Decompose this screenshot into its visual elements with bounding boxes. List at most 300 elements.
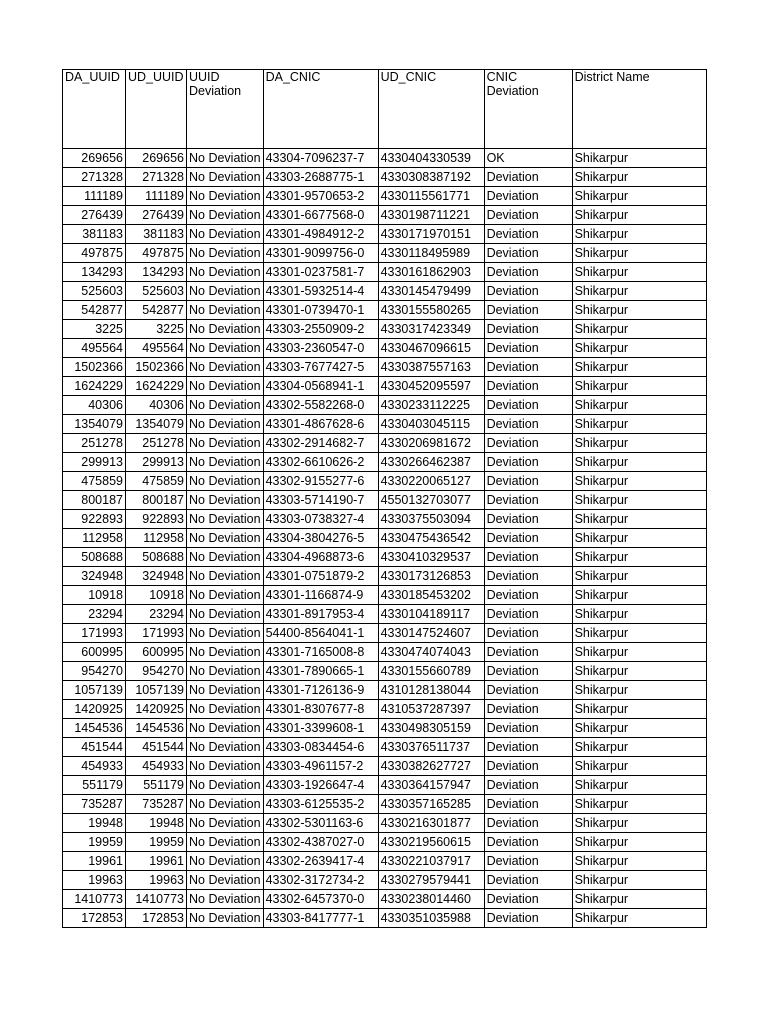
cell-district-name: Shikarpur — [572, 282, 706, 301]
cell-district-name: Shikarpur — [572, 434, 706, 453]
cell-uuid-deviation: No Deviation — [187, 168, 264, 187]
cell-district-name: Shikarpur — [572, 358, 706, 377]
cell-da-uuid: 19961 — [63, 852, 126, 871]
cell-da-cnic: 43301-8917953-4 — [263, 605, 378, 624]
cell-ud-uuid: 954270 — [126, 662, 187, 681]
cell-ud-cnic: 4330474074043 — [378, 643, 484, 662]
table-row — [63, 282, 707, 301]
cell-uuid-deviation: No Deviation — [187, 700, 264, 719]
cell-ud-cnic: 4330155660789 — [378, 662, 484, 681]
cell-ud-uuid: 1420925 — [126, 700, 187, 719]
cell-cnic-deviation: Deviation — [484, 510, 572, 529]
cell-uuid-deviation: No Deviation — [187, 377, 264, 396]
cell-cnic-deviation: OK — [484, 149, 572, 168]
cell-da-cnic: 43303-8417777-1 — [263, 909, 378, 928]
cell-ud-uuid: 111189 — [126, 187, 187, 206]
cell-da-cnic: 43302-3172734-2 — [263, 871, 378, 890]
cell-cnic-deviation: Deviation — [484, 814, 572, 833]
table-row — [63, 396, 707, 415]
cell-ud-cnic: 4330220065127 — [378, 472, 484, 491]
cell-ud-uuid: 172853 — [126, 909, 187, 928]
cell-da-cnic: 43302-5301163-6 — [263, 814, 378, 833]
cell-ud-uuid: 19948 — [126, 814, 187, 833]
cell-cnic-deviation: Deviation — [484, 719, 572, 738]
cell-district-name: Shikarpur — [572, 719, 706, 738]
cell-da-cnic: 43302-9155277-6 — [263, 472, 378, 491]
cell-uuid-deviation: No Deviation — [187, 757, 264, 776]
table-row — [63, 586, 707, 605]
cell-district-name: Shikarpur — [572, 149, 706, 168]
cell-da-cnic: 43301-7165008-8 — [263, 643, 378, 662]
cell-ud-uuid: 922893 — [126, 510, 187, 529]
cell-district-name: Shikarpur — [572, 795, 706, 814]
cell-ud-uuid: 495564 — [126, 339, 187, 358]
cell-cnic-deviation: Deviation — [484, 339, 572, 358]
cell-district-name: Shikarpur — [572, 301, 706, 320]
cell-district-name: Shikarpur — [572, 320, 706, 339]
cell-district-name: Shikarpur — [572, 643, 706, 662]
cell-da-uuid: 19948 — [63, 814, 126, 833]
cell-ud-cnic: 4330387557163 — [378, 358, 484, 377]
cell-uuid-deviation: No Deviation — [187, 852, 264, 871]
table-row — [63, 833, 707, 852]
cell-cnic-deviation: Deviation — [484, 282, 572, 301]
cell-cnic-deviation: Deviation — [484, 605, 572, 624]
cell-ud-cnic: 4330155580265 — [378, 301, 484, 320]
table-row — [63, 206, 707, 225]
table-row — [63, 491, 707, 510]
cell-uuid-deviation: No Deviation — [187, 301, 264, 320]
cell-ud-uuid: 1502366 — [126, 358, 187, 377]
cell-ud-cnic: 4330198711221 — [378, 206, 484, 225]
cell-ud-cnic: 4330467096615 — [378, 339, 484, 358]
cell-da-cnic: 43301-5932514-4 — [263, 282, 378, 301]
cell-ud-cnic: 4330498305159 — [378, 719, 484, 738]
cell-da-cnic: 43303-5714190-7 — [263, 491, 378, 510]
cell-cnic-deviation: Deviation — [484, 225, 572, 244]
cell-uuid-deviation: No Deviation — [187, 529, 264, 548]
cell-da-uuid: 497875 — [63, 244, 126, 263]
cell-cnic-deviation: Deviation — [484, 871, 572, 890]
cell-da-uuid: 551179 — [63, 776, 126, 795]
cell-ud-cnic: 4330233112225 — [378, 396, 484, 415]
cell-da-cnic: 43302-6457370-0 — [263, 890, 378, 909]
cell-da-uuid: 324948 — [63, 567, 126, 586]
table-row — [63, 377, 707, 396]
cell-da-uuid: 171993 — [63, 624, 126, 643]
cell-ud-uuid: 19963 — [126, 871, 187, 890]
cell-ud-cnic: 4330206981672 — [378, 434, 484, 453]
cell-ud-cnic: 4330351035988 — [378, 909, 484, 928]
cell-da-cnic: 43304-0568941-1 — [263, 377, 378, 396]
cell-da-uuid: 10918 — [63, 586, 126, 605]
cell-da-uuid: 454933 — [63, 757, 126, 776]
cell-da-cnic: 43302-4387027-0 — [263, 833, 378, 852]
cell-uuid-deviation: No Deviation — [187, 567, 264, 586]
cell-da-uuid: 111189 — [63, 187, 126, 206]
table-row — [63, 871, 707, 890]
cell-da-cnic: 43304-7096237-7 — [263, 149, 378, 168]
cell-da-uuid: 23294 — [63, 605, 126, 624]
cell-ud-cnic: 4330452095597 — [378, 377, 484, 396]
cell-uuid-deviation: No Deviation — [187, 358, 264, 377]
cell-uuid-deviation: No Deviation — [187, 472, 264, 491]
cell-ud-uuid: 525603 — [126, 282, 187, 301]
cell-da-uuid: 112958 — [63, 529, 126, 548]
cell-ud-uuid: 23294 — [126, 605, 187, 624]
cell-ud-cnic: 4330475436542 — [378, 529, 484, 548]
table-row — [63, 548, 707, 567]
cell-uuid-deviation: No Deviation — [187, 282, 264, 301]
cell-district-name: Shikarpur — [572, 529, 706, 548]
data-table — [62, 69, 707, 928]
cell-cnic-deviation: Deviation — [484, 700, 572, 719]
cell-ud-uuid: 1354079 — [126, 415, 187, 434]
cell-uuid-deviation: No Deviation — [187, 890, 264, 909]
cell-ud-uuid: 19961 — [126, 852, 187, 871]
cell-cnic-deviation: Deviation — [484, 795, 572, 814]
cell-ud-uuid: 171993 — [126, 624, 187, 643]
cell-ud-cnic: 4330375503094 — [378, 510, 484, 529]
cell-ud-uuid: 324948 — [126, 567, 187, 586]
cell-district-name: Shikarpur — [572, 871, 706, 890]
cell-district-name: Shikarpur — [572, 510, 706, 529]
table-row — [63, 719, 707, 738]
table-row — [63, 890, 707, 909]
cell-uuid-deviation: No Deviation — [187, 434, 264, 453]
cell-ud-cnic: 4330410329537 — [378, 548, 484, 567]
cell-da-cnic: 43303-0738327-4 — [263, 510, 378, 529]
cell-district-name: Shikarpur — [572, 662, 706, 681]
table-row — [63, 225, 707, 244]
cell-ud-cnic: 4330357165285 — [378, 795, 484, 814]
table-row — [63, 301, 707, 320]
cell-district-name: Shikarpur — [572, 567, 706, 586]
cell-da-uuid: 1454536 — [63, 719, 126, 738]
cell-ud-cnic: 4330221037917 — [378, 852, 484, 871]
cell-uuid-deviation: No Deviation — [187, 225, 264, 244]
cell-da-cnic: 43301-3399608-1 — [263, 719, 378, 738]
cell-da-cnic: 43301-4867628-6 — [263, 415, 378, 434]
cell-ud-cnic: 4330238014460 — [378, 890, 484, 909]
cell-ud-uuid: 600995 — [126, 643, 187, 662]
table-row — [63, 453, 707, 472]
cell-da-uuid: 251278 — [63, 434, 126, 453]
cell-ud-uuid: 451544 — [126, 738, 187, 757]
cell-district-name: Shikarpur — [572, 757, 706, 776]
table-row — [63, 244, 707, 263]
cell-cnic-deviation: Deviation — [484, 396, 572, 415]
cell-uuid-deviation: No Deviation — [187, 662, 264, 681]
cell-district-name: Shikarpur — [572, 624, 706, 643]
cell-district-name: Shikarpur — [572, 700, 706, 719]
cell-district-name: Shikarpur — [572, 168, 706, 187]
cell-da-uuid: 475859 — [63, 472, 126, 491]
cell-uuid-deviation: No Deviation — [187, 396, 264, 415]
cell-ud-uuid: 299913 — [126, 453, 187, 472]
cell-da-uuid: 1057139 — [63, 681, 126, 700]
cell-uuid-deviation: No Deviation — [187, 149, 264, 168]
cell-da-uuid: 299913 — [63, 453, 126, 472]
cell-uuid-deviation: No Deviation — [187, 339, 264, 358]
header-cnic-deviation: CNIC Deviation — [484, 70, 572, 149]
cell-ud-uuid: 40306 — [126, 396, 187, 415]
cell-cnic-deviation: Deviation — [484, 187, 572, 206]
cell-ud-uuid: 551179 — [126, 776, 187, 795]
cell-da-uuid: 381183 — [63, 225, 126, 244]
cell-ud-cnic: 4330382627727 — [378, 757, 484, 776]
cell-da-cnic: 43302-2914682-7 — [263, 434, 378, 453]
cell-ud-uuid: 251278 — [126, 434, 187, 453]
cell-uuid-deviation: No Deviation — [187, 719, 264, 738]
cell-ud-cnic: 4330317423349 — [378, 320, 484, 339]
cell-ud-cnic: 4330161862903 — [378, 263, 484, 282]
header-da-uuid: DA_UUID — [63, 70, 126, 149]
table-row — [63, 738, 707, 757]
cell-ud-uuid: 381183 — [126, 225, 187, 244]
cell-da-uuid: 735287 — [63, 795, 126, 814]
cell-cnic-deviation: Deviation — [484, 776, 572, 795]
cell-da-uuid: 19963 — [63, 871, 126, 890]
cell-da-cnic: 43301-0739470-1 — [263, 301, 378, 320]
cell-ud-cnic: 4330173126853 — [378, 567, 484, 586]
cell-ud-cnic: 4330171970151 — [378, 225, 484, 244]
table-row — [63, 852, 707, 871]
table-row — [63, 909, 707, 928]
table-body — [63, 149, 707, 928]
cell-cnic-deviation: Deviation — [484, 301, 572, 320]
cell-da-uuid: 269656 — [63, 149, 126, 168]
cell-ud-cnic: 4330403045115 — [378, 415, 484, 434]
cell-da-cnic: 43302-6610626-2 — [263, 453, 378, 472]
table-row — [63, 187, 707, 206]
cell-ud-uuid: 1624229 — [126, 377, 187, 396]
cell-da-cnic: 43301-8307677-8 — [263, 700, 378, 719]
cell-ud-uuid: 276439 — [126, 206, 187, 225]
table-row — [63, 168, 707, 187]
cell-district-name: Shikarpur — [572, 890, 706, 909]
cell-uuid-deviation: No Deviation — [187, 833, 264, 852]
cell-da-uuid: 1502366 — [63, 358, 126, 377]
table-row — [63, 643, 707, 662]
cell-uuid-deviation: No Deviation — [187, 681, 264, 700]
table-row — [63, 757, 707, 776]
cell-ud-uuid: 508688 — [126, 548, 187, 567]
cell-district-name: Shikarpur — [572, 225, 706, 244]
cell-ud-cnic: 4330118495989 — [378, 244, 484, 263]
cell-da-cnic: 43303-0834454-6 — [263, 738, 378, 757]
cell-district-name: Shikarpur — [572, 472, 706, 491]
cell-cnic-deviation: Deviation — [484, 453, 572, 472]
table-row — [63, 795, 707, 814]
cell-district-name: Shikarpur — [572, 339, 706, 358]
cell-ud-cnic: 4310537287397 — [378, 700, 484, 719]
cell-ud-uuid: 542877 — [126, 301, 187, 320]
cell-uuid-deviation: No Deviation — [187, 814, 264, 833]
cell-cnic-deviation: Deviation — [484, 643, 572, 662]
cell-ud-uuid: 1057139 — [126, 681, 187, 700]
cell-da-uuid: 495564 — [63, 339, 126, 358]
cell-cnic-deviation: Deviation — [484, 567, 572, 586]
cell-district-name: Shikarpur — [572, 586, 706, 605]
table-row — [63, 510, 707, 529]
cell-cnic-deviation: Deviation — [484, 358, 572, 377]
cell-da-cnic: 43301-0237581-7 — [263, 263, 378, 282]
header-da-cnic: DA_CNIC — [263, 70, 378, 149]
cell-da-uuid: 1354079 — [63, 415, 126, 434]
cell-ud-uuid: 454933 — [126, 757, 187, 776]
cell-district-name: Shikarpur — [572, 548, 706, 567]
cell-da-cnic: 54400-8564041-1 — [263, 624, 378, 643]
cell-uuid-deviation: No Deviation — [187, 605, 264, 624]
cell-cnic-deviation: Deviation — [484, 472, 572, 491]
cell-da-uuid: 19959 — [63, 833, 126, 852]
cell-ud-cnic: 4330147524607 — [378, 624, 484, 643]
cell-da-cnic: 43303-2688775-1 — [263, 168, 378, 187]
table-row — [63, 149, 707, 168]
cell-cnic-deviation: Deviation — [484, 529, 572, 548]
cell-cnic-deviation: Deviation — [484, 206, 572, 225]
cell-da-cnic: 43303-4961157-2 — [263, 757, 378, 776]
cell-cnic-deviation: Deviation — [484, 852, 572, 871]
cell-district-name: Shikarpur — [572, 491, 706, 510]
table-row — [63, 415, 707, 434]
cell-cnic-deviation: Deviation — [484, 548, 572, 567]
cell-cnic-deviation: Deviation — [484, 320, 572, 339]
cell-district-name: Shikarpur — [572, 909, 706, 928]
cell-cnic-deviation: Deviation — [484, 586, 572, 605]
cell-district-name: Shikarpur — [572, 776, 706, 795]
cell-cnic-deviation: Deviation — [484, 415, 572, 434]
header-district-name: District Name — [572, 70, 706, 149]
cell-da-uuid: 276439 — [63, 206, 126, 225]
cell-ud-cnic: 4330216301877 — [378, 814, 484, 833]
cell-cnic-deviation: Deviation — [484, 244, 572, 263]
cell-da-cnic: 43301-7890665-1 — [263, 662, 378, 681]
cell-da-cnic: 43304-3804276-5 — [263, 529, 378, 548]
cell-ud-uuid: 3225 — [126, 320, 187, 339]
cell-da-uuid: 3225 — [63, 320, 126, 339]
table-row — [63, 567, 707, 586]
cell-uuid-deviation: No Deviation — [187, 244, 264, 263]
cell-da-cnic: 43301-6677568-0 — [263, 206, 378, 225]
cell-district-name: Shikarpur — [572, 681, 706, 700]
cell-ud-cnic: 4330364157947 — [378, 776, 484, 795]
cell-ud-cnic: 4330279579441 — [378, 871, 484, 890]
cell-da-cnic: 43304-4968873-6 — [263, 548, 378, 567]
table-row — [63, 320, 707, 339]
cell-ud-uuid: 271328 — [126, 168, 187, 187]
cell-ud-uuid: 1454536 — [126, 719, 187, 738]
cell-district-name: Shikarpur — [572, 377, 706, 396]
table-row — [63, 662, 707, 681]
cell-ud-uuid: 269656 — [126, 149, 187, 168]
cell-ud-uuid: 134293 — [126, 263, 187, 282]
table-row — [63, 814, 707, 833]
cell-uuid-deviation: No Deviation — [187, 415, 264, 434]
cell-cnic-deviation: Deviation — [484, 263, 572, 282]
cell-da-cnic: 43302-5582268-0 — [263, 396, 378, 415]
cell-district-name: Shikarpur — [572, 738, 706, 757]
cell-uuid-deviation: No Deviation — [187, 909, 264, 928]
cell-ud-cnic: 4330404330539 — [378, 149, 484, 168]
cell-uuid-deviation: No Deviation — [187, 738, 264, 757]
cell-district-name: Shikarpur — [572, 244, 706, 263]
table-row — [63, 700, 707, 719]
cell-uuid-deviation: No Deviation — [187, 491, 264, 510]
cell-cnic-deviation: Deviation — [484, 662, 572, 681]
cell-cnic-deviation: Deviation — [484, 757, 572, 776]
table-row — [63, 529, 707, 548]
cell-da-cnic: 43301-9099756-0 — [263, 244, 378, 263]
cell-da-cnic: 43301-4984912-2 — [263, 225, 378, 244]
cell-uuid-deviation: No Deviation — [187, 187, 264, 206]
cell-ud-cnic: 4330266462387 — [378, 453, 484, 472]
cell-cnic-deviation: Deviation — [484, 624, 572, 643]
cell-da-uuid: 1420925 — [63, 700, 126, 719]
cell-da-cnic: 43301-1166874-9 — [263, 586, 378, 605]
cell-district-name: Shikarpur — [572, 415, 706, 434]
cell-uuid-deviation: No Deviation — [187, 548, 264, 567]
cell-ud-uuid: 1410773 — [126, 890, 187, 909]
cell-uuid-deviation: No Deviation — [187, 510, 264, 529]
cell-district-name: Shikarpur — [572, 396, 706, 415]
table-row — [63, 681, 707, 700]
header-ud-uuid: UD_UUID — [126, 70, 187, 149]
cell-da-uuid: 954270 — [63, 662, 126, 681]
cell-da-uuid: 1624229 — [63, 377, 126, 396]
cell-cnic-deviation: Deviation — [484, 491, 572, 510]
cell-da-uuid: 1410773 — [63, 890, 126, 909]
cell-uuid-deviation: No Deviation — [187, 624, 264, 643]
cell-da-uuid: 525603 — [63, 282, 126, 301]
cell-da-uuid: 134293 — [63, 263, 126, 282]
table-row — [63, 472, 707, 491]
cell-ud-uuid: 475859 — [126, 472, 187, 491]
cell-district-name: Shikarpur — [572, 263, 706, 282]
table-row — [63, 358, 707, 377]
cell-ud-cnic: 4330115561771 — [378, 187, 484, 206]
cell-ud-uuid: 800187 — [126, 491, 187, 510]
cell-cnic-deviation: Deviation — [484, 168, 572, 187]
cell-district-name: Shikarpur — [572, 187, 706, 206]
header-uuid-deviation: UUID Deviation — [187, 70, 264, 149]
cell-cnic-deviation: Deviation — [484, 377, 572, 396]
cell-cnic-deviation: Deviation — [484, 681, 572, 700]
cell-da-uuid: 451544 — [63, 738, 126, 757]
cell-cnic-deviation: Deviation — [484, 434, 572, 453]
cell-ud-uuid: 497875 — [126, 244, 187, 263]
cell-cnic-deviation: Deviation — [484, 909, 572, 928]
cell-district-name: Shikarpur — [572, 453, 706, 472]
cell-da-cnic: 43301-0751879-2 — [263, 567, 378, 586]
table-row — [63, 624, 707, 643]
cell-uuid-deviation: No Deviation — [187, 206, 264, 225]
cell-da-cnic: 43301-9570653-2 — [263, 187, 378, 206]
cell-da-cnic: 43303-1926647-4 — [263, 776, 378, 795]
cell-da-uuid: 271328 — [63, 168, 126, 187]
cell-ud-cnic: 4330308387192 — [378, 168, 484, 187]
cell-da-uuid: 542877 — [63, 301, 126, 320]
cell-da-cnic: 43303-2550909-2 — [263, 320, 378, 339]
cell-district-name: Shikarpur — [572, 605, 706, 624]
header-row — [63, 70, 707, 149]
cell-uuid-deviation: No Deviation — [187, 453, 264, 472]
cell-ud-cnic: 4330219560615 — [378, 833, 484, 852]
cell-ud-cnic: 4330185453202 — [378, 586, 484, 605]
cell-district-name: Shikarpur — [572, 206, 706, 225]
cell-ud-cnic: 4550132703077 — [378, 491, 484, 510]
